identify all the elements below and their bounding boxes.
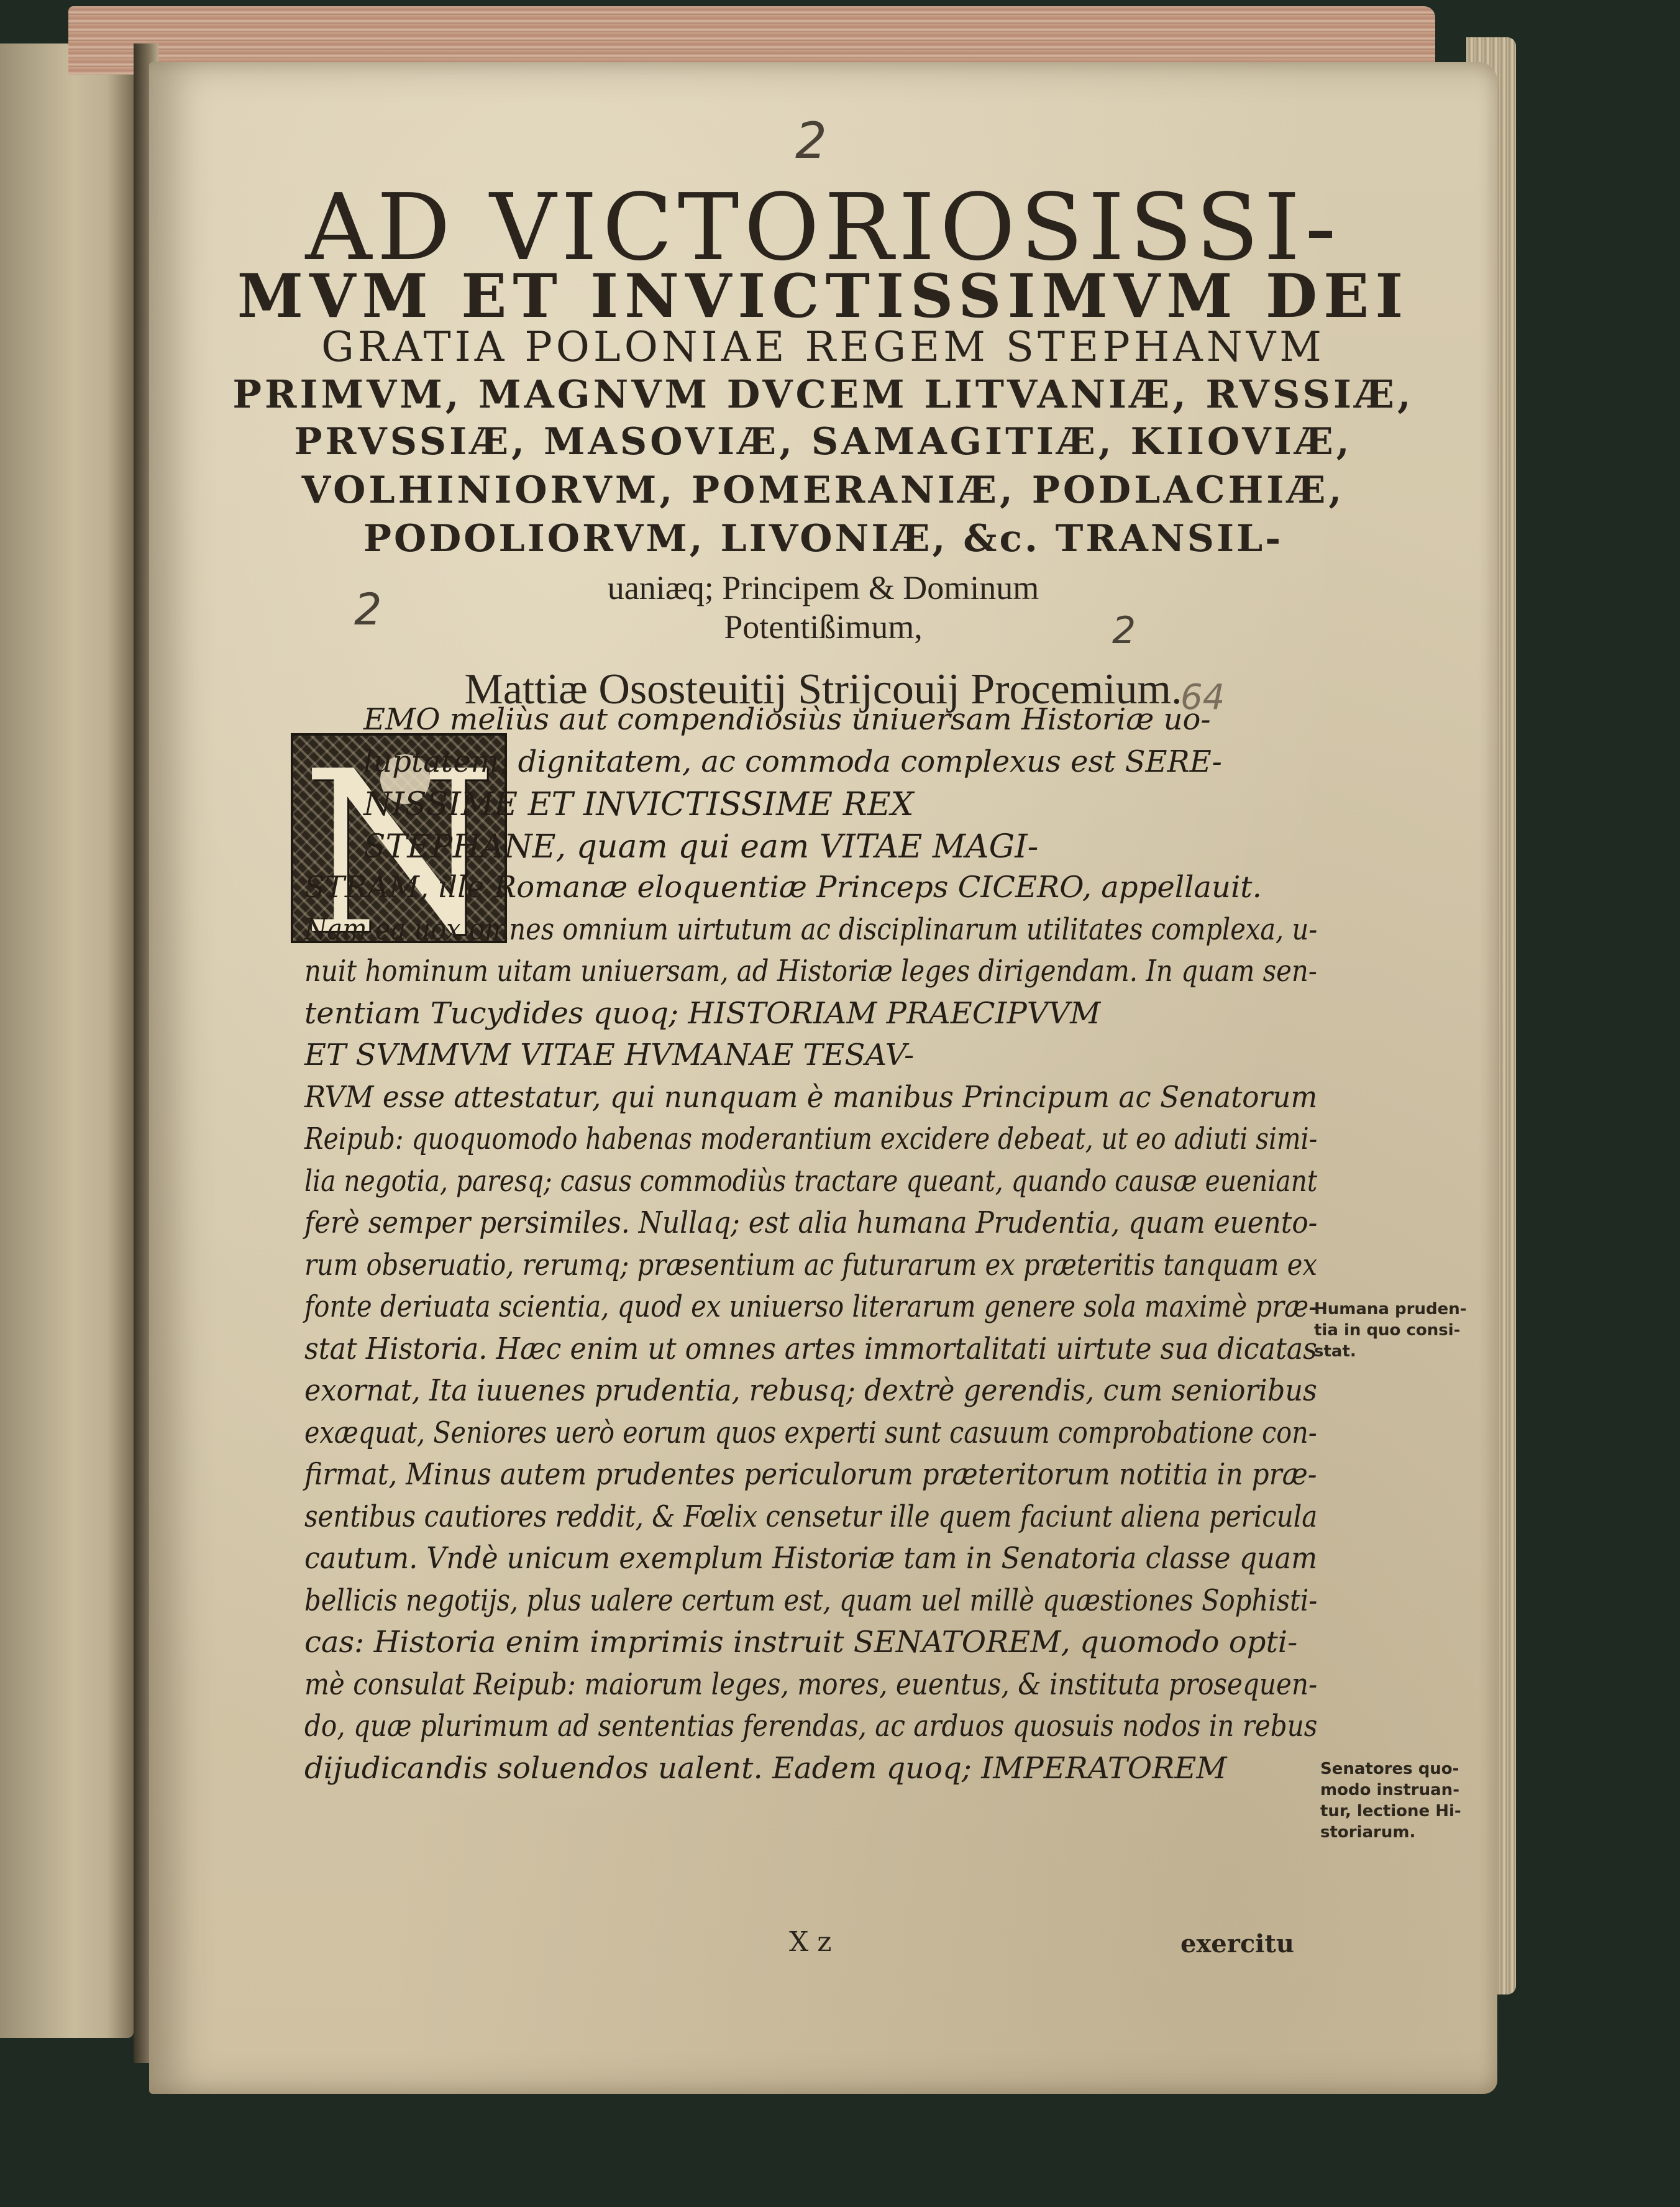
body-line: luptatem, dignitatem, ac commoda complexus est SERE- — [363, 744, 1222, 779]
title-text: Mattiæ Ososteuitij Strijcouij Procemium. — [464, 665, 1182, 713]
body-line: RVM esse attestatur, qui nunquam è manibus Principum ac Senatorum — [304, 1079, 1318, 1115]
body-line: ET SVMMVM VITAE HVMANAE TESAV- — [304, 1038, 915, 1072]
body-line: sentibus cautiores reddit, & Fœlix censetur ille quem faciunt aliena pericula — [304, 1499, 1318, 1534]
title-text: uaniæq; Principem & Dominum — [607, 569, 1039, 606]
title-text: GRATIA POLONIAE REGEM STEPHANVM — [321, 323, 1325, 371]
body-line: cas: Historia enim imprimis instruit SENATOREM, quomodo opti- — [304, 1625, 1298, 1660]
body-line: do, quæ plurimum ad sententias ferendas, ac arduos quosuis nodos in rebus — [304, 1709, 1318, 1743]
left-margin-mark: 2 — [354, 584, 382, 635]
title-line-7 — [149, 517, 1497, 560]
body-line: mè consulat Reipub: maiorum leges, mores, euentus, & instituta prosequen- — [304, 1666, 1318, 1702]
body-line: ferè semper persimiles. Nullaq; est alia humana Prudentia, quam euento- — [304, 1205, 1318, 1240]
title-line-8 — [149, 569, 1497, 607]
body-line: tentiam Tucydides quoq; HISTORIAM PRAECIPVVM — [304, 995, 1101, 1031]
margin-note-line: modo instruan- — [1320, 1781, 1459, 1799]
body-line: STRAM, ille Romanæ eloquentiæ Princeps CICERO, appellauit. — [304, 870, 1262, 905]
title-text: PRIMVM, MAGNVM DVCEM LITVANIÆ, RVSSIÆ, — [232, 372, 1414, 417]
margin-note-senatores — [1320, 1758, 1461, 1843]
body-line: rum obseruatio, rerumq; præsentium ac futurarum ex præteritis tanquam ex — [304, 1247, 1317, 1282]
signature-mark: X z — [789, 1926, 832, 1958]
margin-note-line: tur, lectione Hi- — [1320, 1802, 1461, 1821]
title-text: MVM ET INVICTISSIMVM DEI — [237, 261, 1410, 331]
body-line: bellicis negotijs, plus ualere certum est, quam uel millè quæstiones Sophisti- — [304, 1583, 1318, 1618]
margin-note-line: tia in quo consi- — [1314, 1321, 1461, 1340]
margin-note-line: stat. — [1314, 1342, 1356, 1361]
body-line: stat Historia. Hæc enim ut omnes artes immortalitati uirtute sua dicatas — [304, 1331, 1317, 1366]
book-page — [149, 62, 1497, 2094]
body-line: dijudicandis soluendos ualent. Eadem quoq; IMPERATOREM — [304, 1750, 1227, 1786]
body-line: firmat, Minus autem prudentes periculorum præteritorum notitia in præ- — [304, 1457, 1317, 1492]
title-text: PODOLIORVM, LIVONIÆ, &c. TRANSIL- — [363, 517, 1284, 560]
body-line: exæquat, Seniores uerò eorum quos experti sunt casuum comprobatione con- — [304, 1415, 1317, 1450]
margin-note-line: Humana pruden- — [1314, 1300, 1467, 1318]
title-line-2 — [149, 261, 1497, 331]
title-text: Potentißimum, — [724, 608, 923, 646]
body-line: EMO meliùs aut compendiosiùs uniuersam Historiæ uo- — [363, 702, 1211, 737]
title-text: PRVSSIÆ, MASOVIÆ, SAMAGITIÆ, KIIOVIÆ, — [294, 420, 1353, 464]
top-handwritten-number: 2 — [795, 112, 827, 170]
left-page-edge — [0, 43, 134, 2038]
body-line: exornat, Ita iuuenes prudentia, rebusq; dextrè gerendis, cum senioribus — [304, 1373, 1317, 1408]
initial-letter: N — [301, 723, 497, 984]
body-line: lia negotia, paresq; casus commodiùs tractare queant, quando causæ eueniant — [304, 1163, 1318, 1199]
margin-note-line: storiarum. — [1320, 1823, 1416, 1842]
title-text: VOLHINIORVM, POMERANIÆ, PODLACHIÆ, — [301, 468, 1345, 512]
title-line-4 — [149, 372, 1497, 417]
title-line-5 — [149, 420, 1497, 464]
body-line: cautum. Vndè unicum exemplum Historiæ tam in Senatoria classe quam — [304, 1541, 1318, 1576]
title-line-6 — [149, 468, 1497, 512]
manuscript-number: 64 — [1180, 677, 1225, 718]
body-line: Reipub: quoquomodo habenas moderantium excidere debeat, ut eo adiuti simi- — [304, 1122, 1318, 1156]
margin-note-line: Senatores quo- — [1320, 1760, 1459, 1778]
title-line-9 — [149, 608, 1497, 646]
right-handwritten-mark: 2 — [1112, 609, 1136, 652]
title-text: AD VICTORIOSISSI- — [305, 174, 1341, 281]
body-line: nuit hominum uitam uniuersam, ad Historiæ leges dirigendam. In quam sen- — [304, 954, 1317, 989]
body-line: NISSIME ET INVICTISSIME REX — [363, 786, 914, 823]
body-line: STEPHANE, quam qui eam VITAE MAGI- — [363, 828, 1039, 866]
margin-note-prudentia — [1314, 1299, 1467, 1362]
body-line: Nam ea uox omnes omnium uirtutum ac disciplinarum utilitates complexa, u- — [304, 912, 1318, 947]
catchword: exercitu — [1180, 1929, 1294, 1958]
body-line: fonte deriuata scientia, quod ex uniuerso literarum genere sola maximè præ- — [304, 1289, 1318, 1324]
title-line-3 — [149, 323, 1497, 371]
